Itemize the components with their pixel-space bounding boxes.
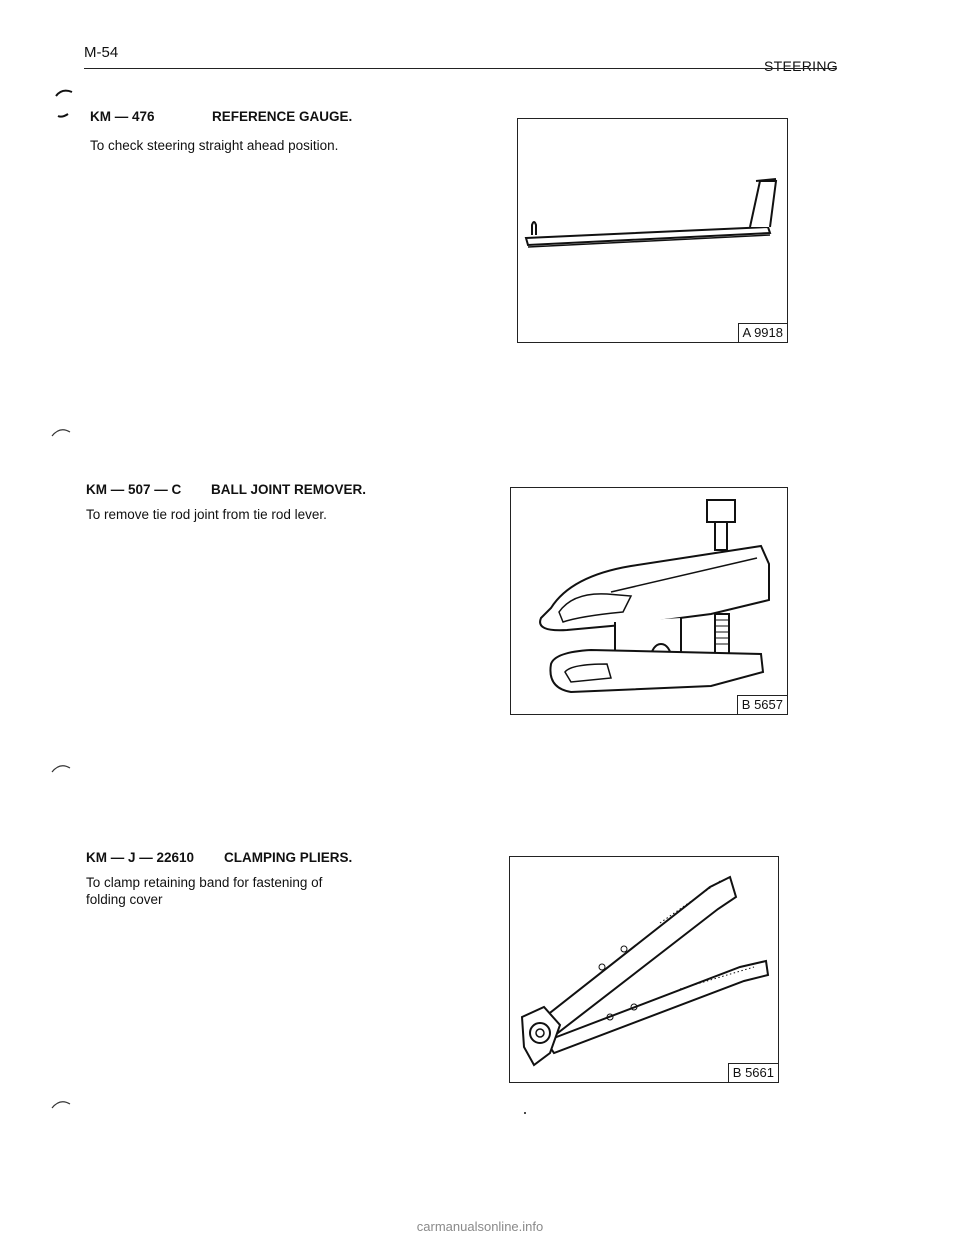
margin-mark-icon [52, 86, 76, 120]
stray-mark [524, 1112, 526, 1114]
margin-mark-icon [50, 760, 74, 776]
tool-description: To check steering straight ahead position. [90, 138, 339, 153]
footer-watermark: carmanualsonline.info [416, 1219, 544, 1234]
tool-name: CLAMPING PLIERS. [224, 850, 353, 865]
figure-label: B 5657 [737, 695, 788, 715]
tool-code: KM — 507 — C [86, 482, 182, 497]
figure-clamping-pliers [509, 856, 779, 1083]
header-rule [84, 68, 837, 69]
figure-reference-gauge [517, 118, 788, 343]
ball-joint-remover-icon [511, 488, 789, 716]
figure-label: A 9918 [738, 323, 789, 343]
tool-description: To clamp retaining band for fastening of folding cover [86, 875, 323, 907]
tool-name: REFERENCE GAUGE. [212, 109, 353, 124]
tool-description: To remove tie rod joint from tie rod lever. [86, 507, 327, 522]
figure-ball-joint-remover [510, 487, 788, 715]
figure-label: B 5661 [728, 1063, 779, 1083]
margin-mark-icon [50, 424, 74, 440]
tool-heading [86, 482, 366, 497]
tool-heading [86, 850, 352, 865]
tool-code: KM — 476 [90, 109, 155, 124]
clamping-pliers-icon [510, 857, 780, 1084]
tool-heading [90, 109, 352, 124]
tool-code: KM — J — 22610 [86, 850, 195, 865]
margin-mark-icon [50, 1096, 74, 1112]
reference-gauge-icon [518, 119, 789, 344]
tool-name: BALL JOINT REMOVER. [211, 482, 367, 497]
section-title: STEERING [764, 58, 838, 74]
page-number: M-54 [84, 44, 119, 61]
